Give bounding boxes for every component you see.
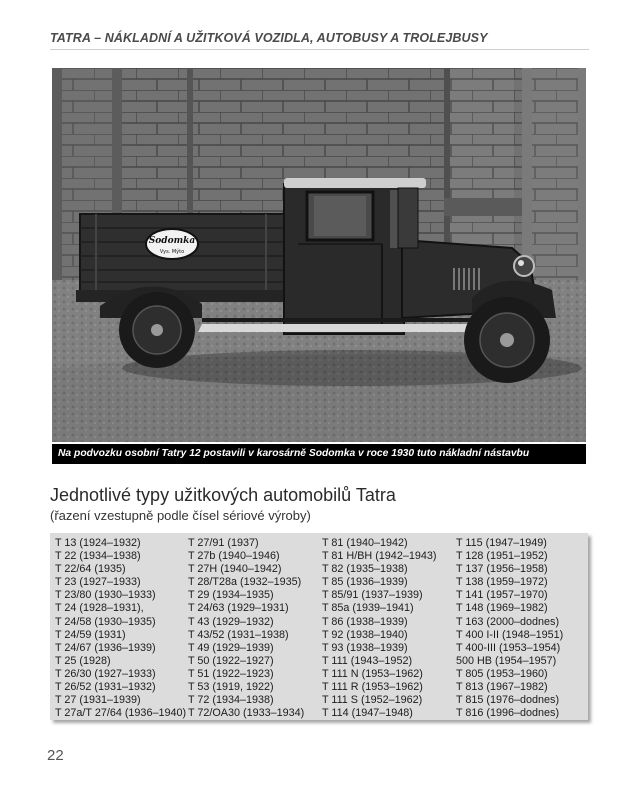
type-entry: T 25 (1928) (55, 654, 111, 667)
type-entry: T 23/80 (1930–1933) (55, 589, 156, 602)
types-column-4 (456, 537, 563, 720)
type-entry: T 43 (1929–1932) (188, 615, 274, 628)
truck-illustration (52, 68, 586, 442)
type-entry: T 86 (1938–1939) (322, 615, 408, 628)
type-entry: T 72/OA30 (1933–1934) (188, 707, 305, 720)
type-entry: T 128 (1951–1952) (456, 550, 548, 563)
badge-text-sodomka: Sodomka (148, 236, 196, 246)
type-entry: T 111 S (1952–1962) (322, 694, 423, 707)
photo-caption: Na podvozku osobní Tatry 12 postavili v karosárně Sodomka v roce 1930 tuto nákladní nástavbu (52, 444, 586, 464)
type-entry: T 111 (1943–1952) (322, 654, 413, 667)
type-entry: T 111 R (1953–1962) (322, 681, 423, 694)
type-entry: T 27 (1931–1939) (55, 694, 141, 707)
type-entry: T 813 (1967–1982) (456, 681, 548, 694)
vehicle-types-table (50, 533, 588, 720)
type-entry: T 27H (1940–1942) (188, 563, 282, 576)
type-entry: T 27a/T 27/64 (1936–1940) (55, 707, 187, 720)
type-entry: T 141 (1957–1970) (456, 589, 548, 602)
section-title: Jednotlivé typy užitkových automobilů Tatra (50, 485, 396, 505)
type-entry: T 85/91 (1937–1939) (322, 589, 423, 602)
section-subtitle: (řazení vzestupně podle čísel sériové výroby) (50, 508, 311, 523)
type-entry: T 111 N (1953–1962) (322, 667, 423, 680)
type-entry: T 148 (1969–1982) (456, 602, 548, 615)
type-entry: T 93 (1938–1939) (322, 641, 408, 654)
type-entry: T 138 (1959–1972) (456, 576, 548, 589)
type-entry: T 24 (1928–1931), (55, 602, 144, 615)
types-column-3 (322, 537, 436, 720)
type-entry: T 27b (1940–1946) (188, 550, 280, 563)
type-entry: T 26/30 (1927–1933) (55, 667, 156, 680)
type-entry: T 85 (1936–1939) (322, 576, 408, 589)
type-entry: T 22/64 (1935) (55, 563, 126, 576)
truck-photo (52, 68, 586, 442)
badge-text-town: Vys. Mýto (159, 249, 185, 255)
type-entry: T 137 (1956–1958) (456, 563, 548, 576)
type-entry: T 22 (1934–1938) (55, 550, 141, 563)
type-entry: T 114 (1947–1948) (322, 707, 413, 720)
type-entry: T 72 (1934–1938) (188, 694, 274, 707)
type-entry: T 51 (1922–1923) (188, 667, 274, 680)
type-entry: T 53 (1919, 1922) (188, 681, 274, 694)
type-entry: T 805 (1953–1960) (456, 667, 548, 680)
type-entry: T 23 (1927–1933) (55, 576, 141, 589)
type-entry: T 24/59 (1931) (55, 628, 126, 641)
type-entry: T 163 (2000–dodnes) (456, 615, 560, 628)
type-entry: T 82 (1935–1938) (322, 563, 408, 576)
header-rule (50, 49, 589, 50)
type-entry: T 28/T28a (1932–1935) (188, 576, 302, 589)
type-entry: T 50 (1922–1927) (188, 654, 274, 667)
type-entry: T 24/67 (1936–1939) (55, 641, 156, 654)
type-entry: T 24/58 (1930–1935) (55, 615, 156, 628)
type-entry: T 27/91 (1937) (188, 537, 259, 549)
type-entry: 500 HB (1954–1957) (456, 654, 557, 667)
type-entry: T 81 (1940–1942) (322, 537, 408, 549)
type-entry: T 92 (1938–1940) (322, 628, 408, 641)
type-entry: T 43/52 (1931–1938) (188, 628, 289, 641)
type-entry: T 815 (1976–dodnes) (456, 694, 560, 707)
type-entry: T 115 (1947–1949) (456, 537, 547, 549)
type-entry: T 26/52 (1931–1932) (55, 681, 156, 694)
running-header: TATRA – NÁKLADNÍ A UŽITKOVÁ VOZIDLA, AUTOBUSY A TROLEJBUSY (50, 31, 488, 45)
type-entry: T 816 (1996–dodnes) (456, 707, 560, 720)
type-entry: T 24/63 (1929–1931) (188, 602, 289, 615)
types-column-1 (55, 537, 186, 720)
type-entry: T 81 H/BH (1942–1943) (322, 550, 437, 563)
types-column-2 (188, 537, 304, 720)
page-number: 22 (47, 747, 64, 764)
type-entry: T 400-III (1953–1954) (456, 641, 561, 654)
type-entry: T 49 (1929–1939) (188, 641, 274, 654)
type-entry: T 13 (1924–1932) (55, 537, 141, 549)
type-entry: T 29 (1934–1935) (188, 589, 274, 602)
type-entry: T 85a (1939–1941) (322, 602, 414, 615)
type-entry: T 400 I-II (1948–1951) (456, 628, 564, 641)
